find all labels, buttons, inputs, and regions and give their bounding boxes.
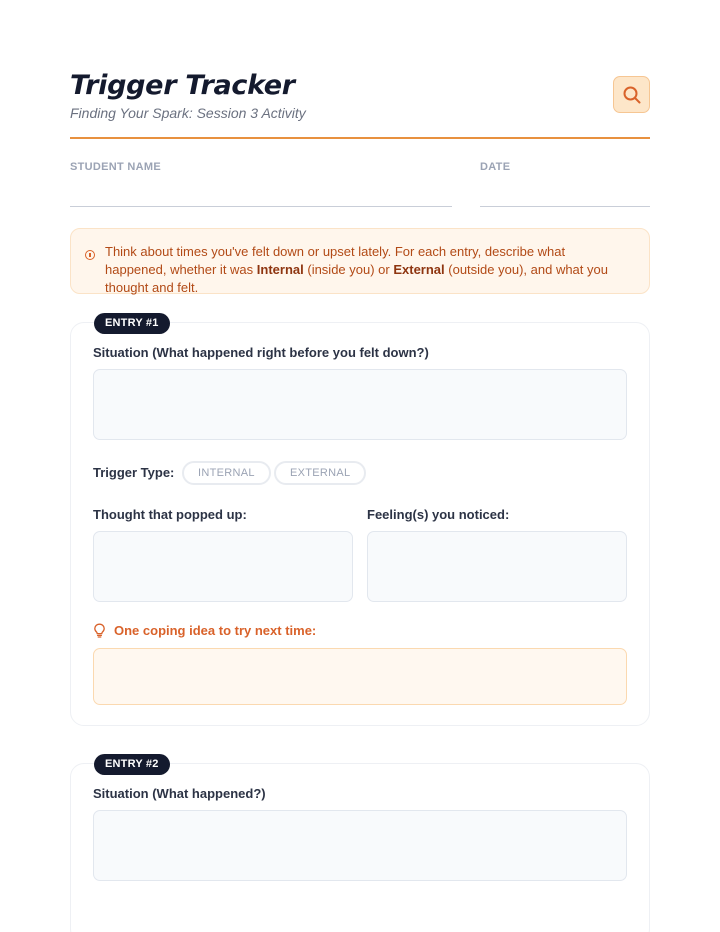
page-header bbox=[70, 70, 650, 139]
student-name-field[interactable] bbox=[70, 206, 452, 207]
feeling-label: Feeling(s) you noticed: bbox=[367, 507, 510, 522]
note-internal: Internal bbox=[256, 262, 304, 277]
coping-label-text: One coping idea to try next time: bbox=[114, 623, 317, 638]
date-field[interactable] bbox=[480, 206, 650, 207]
entry-card-1 bbox=[70, 317, 650, 726]
search-icon bbox=[622, 85, 642, 105]
entry-badge: ENTRY #2 bbox=[94, 754, 170, 775]
thought-input[interactable] bbox=[93, 531, 353, 602]
coping-label bbox=[93, 623, 316, 638]
note-external: External bbox=[393, 262, 445, 277]
student-name-label: STUDENT NAME bbox=[70, 161, 161, 173]
trigger-internal-option[interactable]: INTERNAL bbox=[182, 461, 271, 485]
feeling-input[interactable] bbox=[367, 531, 627, 602]
page-subtitle: Finding Your Spark: Session 3 Activity bbox=[70, 105, 306, 121]
entry-card-2 bbox=[70, 758, 650, 932]
page-title: Trigger Tracker bbox=[70, 70, 295, 101]
lightbulb-icon bbox=[93, 623, 106, 638]
instructions-note bbox=[70, 228, 650, 294]
situation-input[interactable] bbox=[93, 369, 627, 440]
trigger-type-label: Trigger Type: bbox=[93, 465, 175, 480]
situation-input[interactable] bbox=[93, 810, 627, 881]
coping-input[interactable] bbox=[93, 648, 627, 705]
note-text-2: (inside you) or bbox=[303, 262, 394, 277]
note-text-3: (outside you), and what you thought and felt. bbox=[105, 262, 608, 295]
search-button[interactable] bbox=[613, 76, 650, 113]
note-text-1: Think about times you've felt down or upset lately. For each entry, describe what happened, whether it was bbox=[105, 244, 566, 277]
thought-label: Thought that popped up: bbox=[93, 507, 247, 522]
info-icon bbox=[85, 250, 95, 260]
situation-label: Situation (What happened right before you felt down?) bbox=[93, 345, 429, 360]
date-label: DATE bbox=[480, 161, 511, 173]
trigger-external-option[interactable]: EXTERNAL bbox=[274, 461, 366, 485]
entry-badge: ENTRY #1 bbox=[94, 313, 170, 334]
situation-label: Situation (What happened?) bbox=[93, 786, 266, 801]
